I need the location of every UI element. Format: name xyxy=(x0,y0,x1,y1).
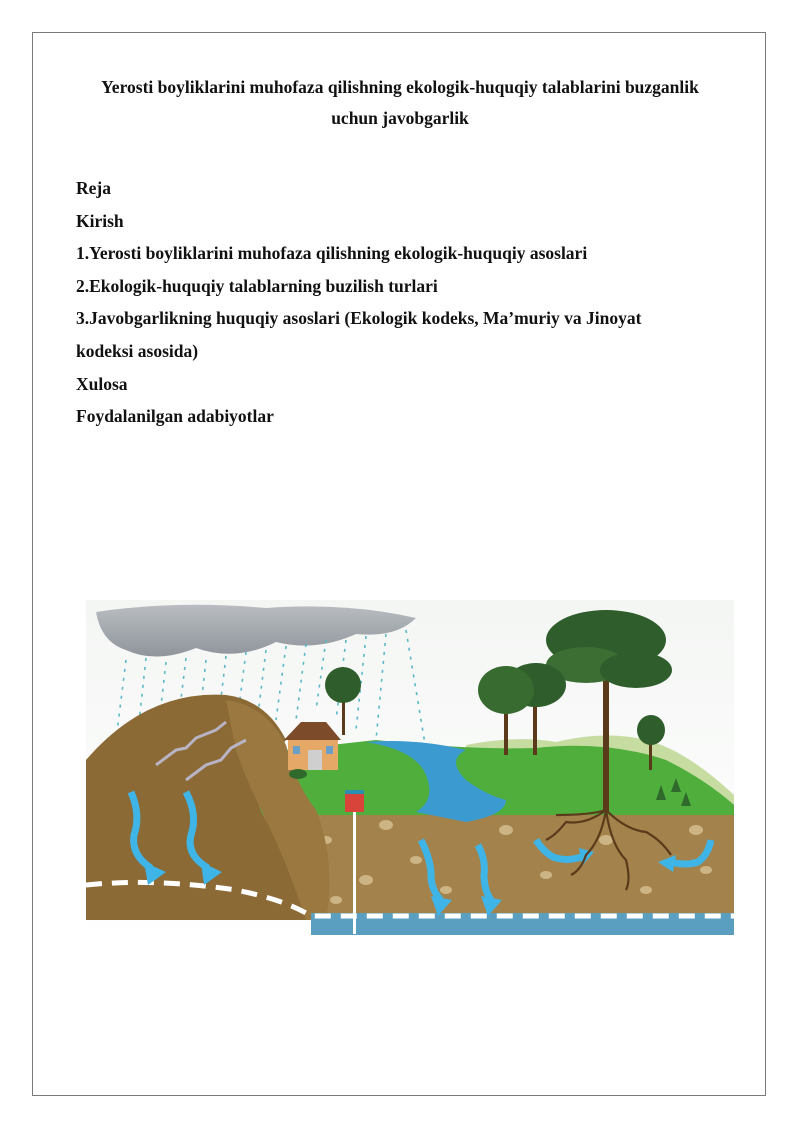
groundwater-illustration xyxy=(86,600,734,940)
plan-item-2: 2.Ekologik-huquqiy talablarning buzilish turlari xyxy=(76,275,438,296)
plan-section xyxy=(76,172,756,433)
plan-item-1: 1.Yerosti boyliklarini muhofaza qilishning ekologik-huquqiy asoslari xyxy=(76,243,588,264)
plan-item-3-continued: kodeksi asosida) xyxy=(76,340,199,361)
plan-item-3: 3.Javobgarlikning huquqiy asoslari (Ekologik kodeks, Ma’muriy va Jinoyat xyxy=(76,308,642,329)
title-line-1: Yerosti boyliklarini muhofaza qilishning ekologik-huquqiy talablarini buzganlik xyxy=(101,77,699,97)
title-line-2: uchun javobgarlik xyxy=(331,108,469,128)
document-title xyxy=(70,72,730,134)
plan-heading: Reja xyxy=(76,178,111,198)
plan-item-references: Foydalanilgan adabiyotlar xyxy=(76,406,274,427)
plan-item-introduction: Kirish xyxy=(76,210,124,231)
plan-item-conclusion: Xulosa xyxy=(76,373,128,394)
